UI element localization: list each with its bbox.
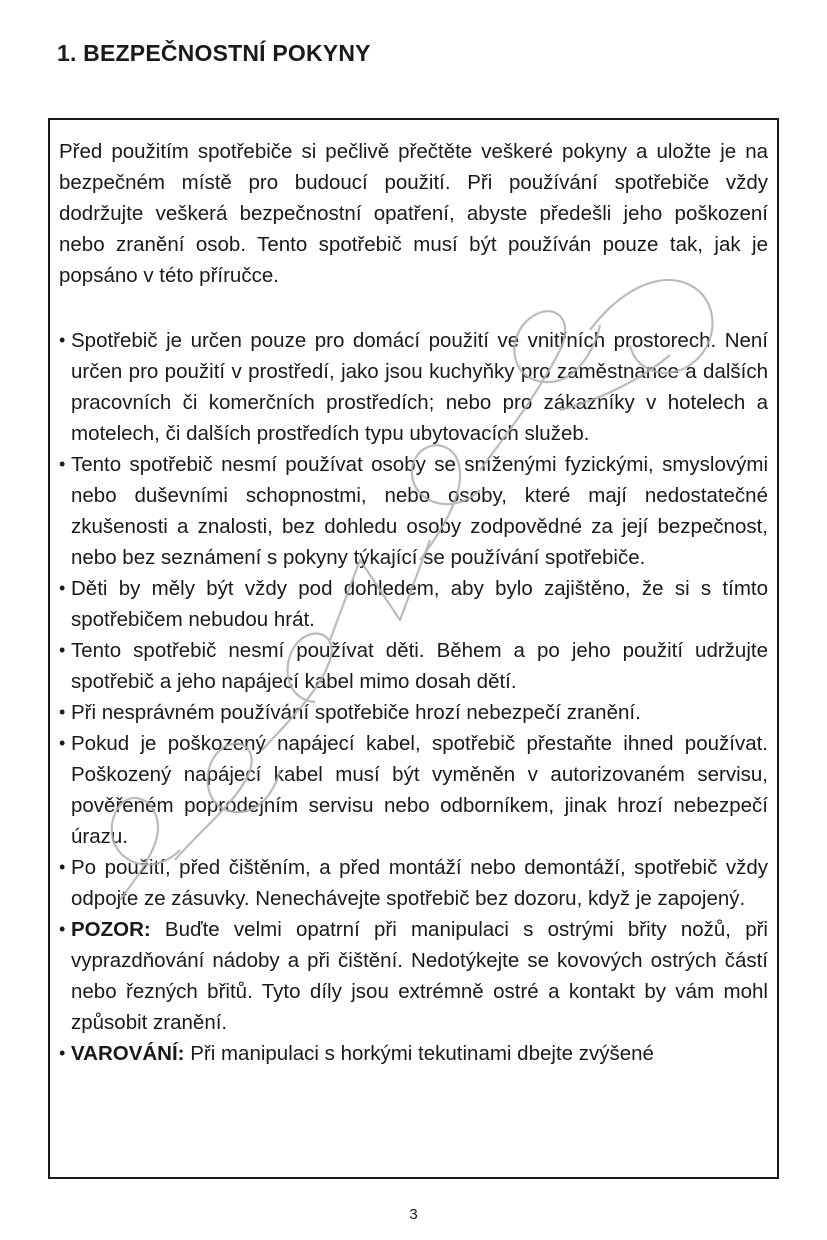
bullet-text: Pokud je poškozený napájecí kabel, spotřebič přestaňte ihned používat. Poškozený napájecí kabel musí být vyměněn v autorizovaném servisu, pověřeném poprodejním servisu nebo odborníkem, jinak hrozí nebezpečí úrazu. [71, 732, 768, 848]
bullet-text: Při nesprávném používání spotřebiče hrozí nebezpečí zranění. [71, 701, 641, 724]
bullet-text: Spotřebič je určen pouze pro domácí použití ve vnitřních prostorech. Není určen pro použití v prostředí, jako jsou kuchyňky pro zaměstnance a dalších pracovních či komerčních prostředích; nebo pro zákazníky v hotelech a motelech, či dalších prostředích typu ubytovacích služeb. [71, 329, 768, 445]
bullet-label: VAROVÁNÍ: [71, 1042, 185, 1065]
list-item [59, 728, 768, 852]
bullet-text: Tento spotřebič nesmí používat osoby se sníženými fyzickými, smyslovými nebo duševními schopnostmi, nebo osoby, které mají nedostatečné zkušenosti a znalosti, bez dohledu osoby zodpovědné za její bezpečnost, nebo bez seznámení s pokyny týkající se používání spotřebiče. [71, 453, 768, 569]
list-item [59, 914, 768, 1038]
bullet-icon: • [59, 578, 66, 598]
bullet-icon: • [59, 919, 66, 939]
intro-paragraph: Před použitím spotřebiče si pečlivě přečtěte veškeré pokyny a uložte je na bezpečném místě pro budoucí použití. Při používání spotřebiče vždy dodržujte veškerá bezpečnostní opatření, abyste předešli jeho poškození nebo zranění osob. Tento spotřebič musí být používán pouze tak, jak je popsáno v této příručce. [59, 140, 768, 287]
bullet-icon: • [59, 330, 66, 350]
bullet-text: Při manipulaci s horkými tekutinami dbejte zvýšené [184, 1042, 654, 1065]
list-item [59, 573, 768, 635]
safety-bullet-list [59, 325, 768, 1069]
bullet-text: Děti by měly být vždy pod dohledem, aby bylo zajištěno, že si s tímto spotřebičem nebudou hrát. [71, 577, 768, 631]
bullet-icon: • [59, 702, 66, 722]
list-item [59, 852, 768, 914]
section-heading: 1. BEZPEČNOSTNÍ POKYNY [57, 40, 371, 66]
bullet-icon: • [59, 733, 66, 753]
bullet-icon: • [59, 857, 66, 877]
list-item [59, 325, 768, 449]
list-item [59, 449, 768, 573]
bullet-icon: • [59, 640, 66, 660]
list-item [59, 1038, 768, 1069]
safety-instructions-box [48, 118, 779, 1179]
list-item [59, 635, 768, 697]
page-number: 3 [409, 1206, 418, 1223]
bullet-text: Po použití, před čištěním, a před montáží nebo demontáží, spotřebič vždy odpojte ze zásuvky. Nenechávejte spotřebič bez dozoru, když je zapojený. [71, 856, 768, 910]
bullet-text: Buďte velmi opatrní při manipulaci s ostrými břity nožů, při vyprazdňování nádoby a při čištění. Nedotýkejte se kovových ostrých částí nebo řezných břitů. Tyto díly jsou extrémně ostré a kontakt by vám mohl způsobit zranění. [71, 918, 768, 1034]
bullet-text: Tento spotřebič nesmí používat děti. Během a po jeho použití udržujte spotřebič a jeho napájecí kabel mimo dosah dětí. [71, 639, 768, 693]
bullet-label: POZOR: [71, 918, 151, 941]
bullet-icon: • [59, 454, 66, 474]
list-item [59, 697, 768, 728]
bullet-icon: • [59, 1043, 66, 1063]
